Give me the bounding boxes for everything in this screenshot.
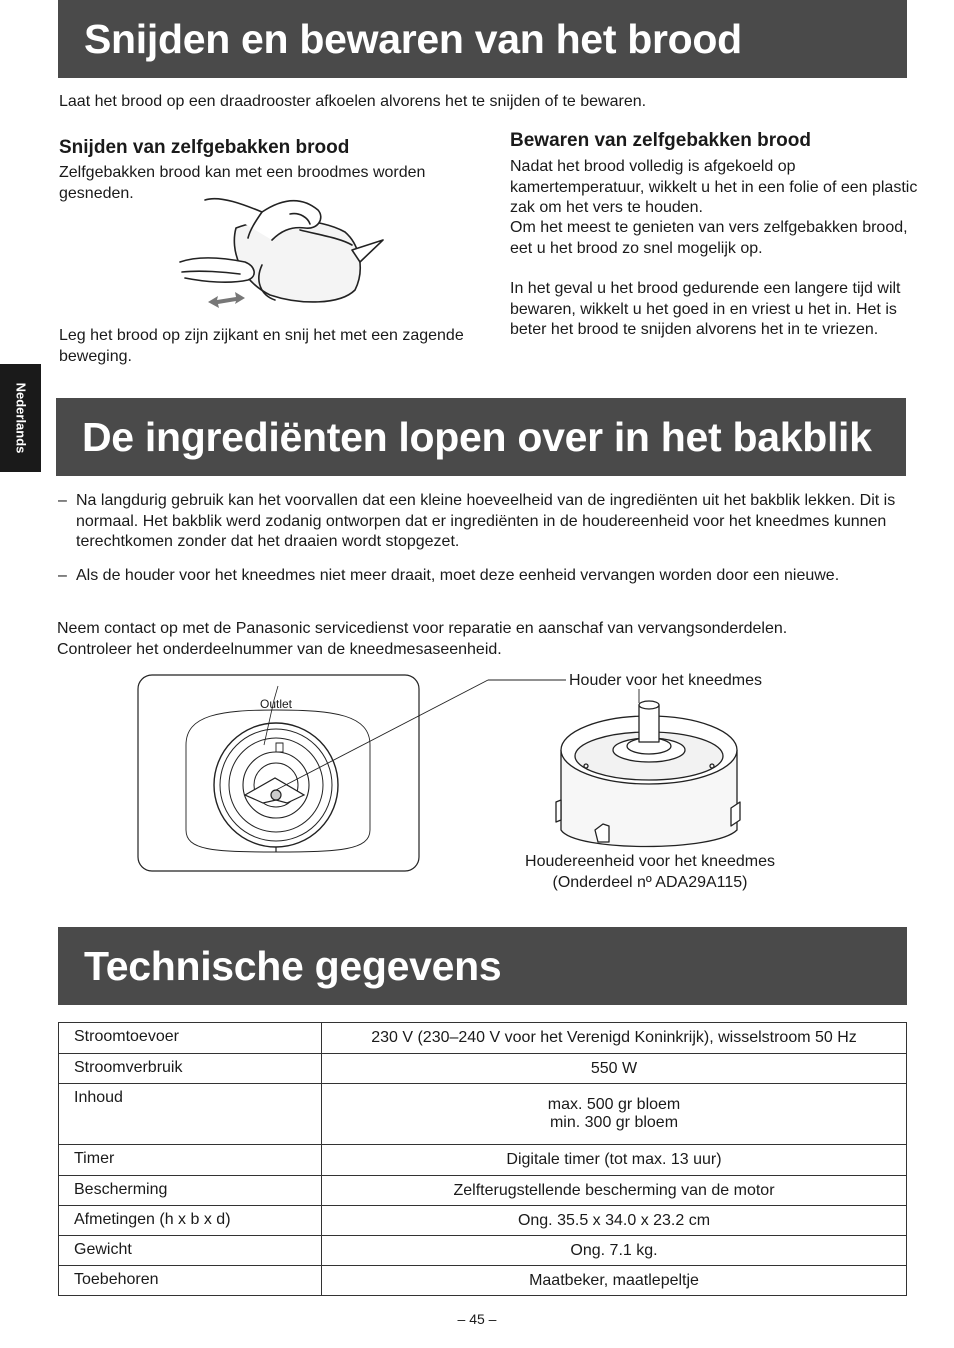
spec-value: Zelfterugstellende bescherming van de motor xyxy=(322,1176,907,1206)
heading-storing: Bewaren van zelfgebakken brood xyxy=(510,130,811,151)
table-row xyxy=(59,1176,907,1206)
technical-data-table xyxy=(58,1022,907,1296)
label-holder-unit: Houdereenheid voor het kneedmes xyxy=(525,853,775,870)
label-blade-holder: Houder voor het kneedmes xyxy=(569,672,762,689)
spec-key: Inhoud xyxy=(59,1084,322,1145)
spec-value-line: min. 300 gr bloem xyxy=(549,1114,679,1131)
dash-bullet: – xyxy=(58,567,67,584)
section-title-technical-data: Technische gegevens xyxy=(58,927,907,1005)
spec-key: Gewicht xyxy=(59,1236,322,1266)
spec-key: Bescherming xyxy=(59,1176,322,1206)
contact-text-2: Controleer het onderdeelnummer van de kneedmesaseenheid. xyxy=(57,641,502,658)
overflow-note-1-text: Na langdurig gebruik kan het voorvallen dat een kleine hoeveelheid van de ingrediënten uit het bakblik lekken. Dit is normaal. Het bakblik werd zodanig ontworpen dat er ingrediënten in de houdereenheid voor het kneedmes kunnen terechtkomen zonder dat het draaien wordt stopgezet. xyxy=(76,492,896,550)
cutting-text-2: Leg het brood op zijn zijkant en snij het met een zagende beweging. xyxy=(59,327,464,365)
table-row xyxy=(59,1084,907,1145)
section-title-cutting-storing: Snijden en bewaren van het brood xyxy=(58,0,907,78)
language-label: Nederlands xyxy=(13,382,28,454)
overflow-note-2 xyxy=(58,566,908,587)
page-number: – 45 – xyxy=(457,1311,497,1327)
spec-key: Stroomtoevoer xyxy=(59,1023,322,1054)
table-row xyxy=(59,1023,907,1054)
spec-value: Ong. 7.1 kg. xyxy=(322,1236,907,1266)
storing-paragraph-1: Nadat het brood volledig is afgekoeld op kamertemperatuur, wikkelt u het in een folie of een plastic zak om het vers te houden. xyxy=(510,158,918,216)
cutting-text-1: Zelfgebakken brood kan met een broodmes worden gesneden. xyxy=(59,164,426,202)
spec-key: Timer xyxy=(59,1145,322,1176)
table-row xyxy=(59,1206,907,1236)
spec-key: Afmetingen (h x b x d) xyxy=(59,1206,322,1236)
table-row xyxy=(59,1054,907,1084)
dash-bullet: – xyxy=(58,492,67,509)
table-row xyxy=(59,1266,907,1296)
spec-key: Toebehoren xyxy=(59,1266,322,1296)
language-side-tab xyxy=(0,364,41,472)
spec-value: Digitale timer (tot max. 13 uur) xyxy=(322,1145,907,1176)
overflow-note-1 xyxy=(58,491,908,553)
spec-key: Stroomverbruik xyxy=(59,1054,322,1084)
spec-value: Ong. 35.5 x 34.0 x 23.2 cm xyxy=(322,1206,907,1236)
spec-value: Maatbeker, maatlepeltje xyxy=(322,1266,907,1296)
label-outlet: Outlet xyxy=(260,697,293,711)
storing-paragraph-2: Om het meest te genieten van vers zelfgebakken brood, eet u het brood zo snel mogelijk op. xyxy=(510,219,908,257)
label-part-number: (Onderdeel nº ADA29A115) xyxy=(552,874,748,891)
contact-text-1: Neem contact op met de Panasonic servicedienst voor reparatie en aanschaf van vervangsonderdelen. xyxy=(57,620,788,637)
spec-value-line: max. 500 gr bloem xyxy=(547,1096,681,1113)
table-row xyxy=(59,1236,907,1266)
storing-paragraph-3: In het geval u het brood gedurende een langere tijd wilt bewaren, wikkelt u het goed in en vriest u het in. Het is beter het brood te snijden alvorens het in te vriezen. xyxy=(510,280,901,338)
spec-value: 230 V (230–240 V voor het Verenigd Koninkrijk), wisselstroom 50 Hz xyxy=(322,1023,907,1054)
intro-text: Laat het brood op een draadrooster afkoelen alvorens het te snijden of te bewaren. xyxy=(59,93,647,110)
overflow-note-2-text: Als de houder voor het kneedmes niet meer draait, moet deze eenheid vervangen worden door een nieuwe. xyxy=(76,567,840,584)
spec-value: 550 W xyxy=(322,1054,907,1084)
spec-value xyxy=(322,1084,907,1145)
table-row xyxy=(59,1145,907,1176)
section-title-ingredients-overflow: De ingrediënten lopen over in het bakblik xyxy=(56,398,906,476)
heading-cutting: Snijden van zelfgebakken brood xyxy=(59,137,350,158)
